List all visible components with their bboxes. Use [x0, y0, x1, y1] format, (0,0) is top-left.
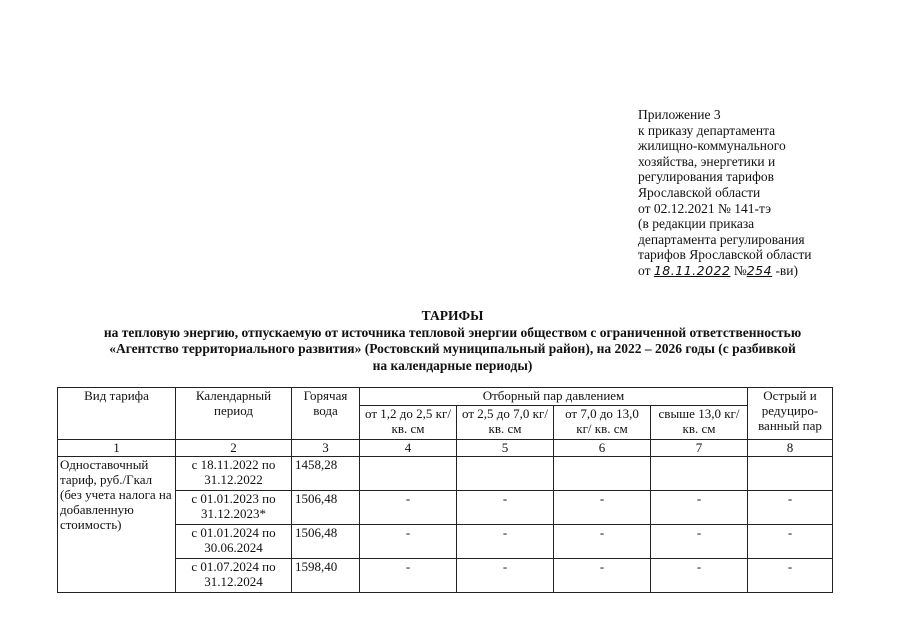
steam-2-cell: -	[457, 491, 554, 525]
hot-water-cell: 1506,48	[292, 525, 360, 559]
title-line-2: «Агентство территориального развития» (Ростовский муниципальный район), на 2022 – 2026 годы (с разбивкой	[109, 341, 796, 356]
appendix-block	[638, 107, 888, 279]
col-number: 4	[360, 440, 457, 457]
appendix-line: Ярославской области	[638, 184, 761, 200]
header-steam-2: от 2,5 до 7,0 кг/ кв. см	[457, 406, 554, 440]
col-number: 2	[176, 440, 292, 457]
col-number: 6	[554, 440, 651, 457]
header-steam-1: от 1,2 до 2,5 кг/ кв. см	[360, 406, 457, 440]
appendix-last-suffix: -ви)	[775, 262, 799, 278]
steam-1-cell: -	[360, 559, 457, 593]
appendix-line: регулирования тарифов	[638, 169, 775, 185]
title-main: ТАРИФЫ	[421, 308, 484, 323]
header-tariff-type: Вид тарифа	[58, 388, 176, 440]
sharp-steam-cell: -	[748, 491, 833, 525]
appendix-line: (в редакции приказа	[638, 216, 755, 232]
steam-3-cell: -	[554, 559, 651, 593]
period-cell: с 01.01.2023 по 31.12.2023*	[176, 491, 292, 525]
steam-2-cell	[457, 457, 554, 491]
tariff-name-cell: Одноставочный тариф, руб./Гкал (без учета налога на добавленную стоимость)	[58, 457, 176, 593]
sharp-steam-cell: -	[748, 525, 833, 559]
hot-water-cell: 1598,40	[292, 559, 360, 593]
appendix-line: жилищно-коммунального	[638, 138, 786, 154]
col-number: 1	[58, 440, 176, 457]
hot-water-cell: 1458,28	[292, 457, 360, 491]
period-cell: с 18.11.2022 по 31.12.2022	[176, 457, 292, 491]
number-sign: №	[733, 262, 747, 278]
period-cell: с 01.01.2024 по 30.06.2024	[176, 525, 292, 559]
table-row	[58, 457, 833, 491]
appendix-line: тарифов Ярославской области	[638, 247, 812, 263]
steam-4-cell	[651, 457, 748, 491]
steam-3-cell	[554, 457, 651, 491]
steam-4-cell: -	[651, 559, 748, 593]
sharp-steam-cell: -	[748, 559, 833, 593]
steam-4-cell: -	[651, 491, 748, 525]
header-steam-3: от 7,0 до 13,0 кг/ кв. см	[554, 406, 651, 440]
appendix-line: хозяйства, энергетики и	[638, 153, 776, 169]
hot-water-cell: 1506,48	[292, 491, 360, 525]
col-number: 7	[651, 440, 748, 457]
tariffs-table	[57, 387, 833, 593]
header-sharp-steam: Острый и редуциро-ванный пар	[748, 388, 833, 440]
appendix-last-prefix: от	[638, 262, 651, 278]
title-line-1: на тепловую энергию, отпускаемую от источника тепловой энергии обществом с ограниченной ответственностью	[103, 324, 802, 340]
handwritten-date: 18.11.2022	[653, 262, 731, 278]
appendix-line: департамента регулирования	[638, 231, 805, 247]
appendix-line: Приложение 3	[638, 107, 721, 122]
col-number: 3	[292, 440, 360, 457]
steam-3-cell: -	[554, 525, 651, 559]
steam-1-cell	[360, 457, 457, 491]
header-row	[58, 388, 833, 406]
appendix-last-line	[638, 263, 888, 279]
steam-1-cell: -	[360, 491, 457, 525]
header-steam-4: свыше 13,0 кг/ кв. см	[651, 406, 748, 440]
header-hot-water: Горячая вода	[292, 388, 360, 440]
steam-3-cell: -	[554, 491, 651, 525]
appendix-line: к приказу департамента	[638, 122, 776, 138]
steam-2-cell: -	[457, 525, 554, 559]
title-line-3: на календарные периоды)	[372, 357, 533, 373]
appendix-line: от 02.12.2021 № 141-тэ	[638, 200, 772, 216]
col-number: 5	[457, 440, 554, 457]
period-cell: с 01.07.2024 по 31.12.2024	[176, 559, 292, 593]
document-title	[40, 308, 865, 374]
col-number: 8	[748, 440, 833, 457]
column-numbers-row	[58, 440, 833, 457]
steam-2-cell: -	[457, 559, 554, 593]
steam-1-cell: -	[360, 525, 457, 559]
steam-4-cell: -	[651, 525, 748, 559]
handwritten-number: 254	[746, 262, 773, 278]
header-period: Календарный период	[176, 388, 292, 440]
sharp-steam-cell	[748, 457, 833, 491]
header-steam-group: Отборный пар давлением	[360, 388, 748, 406]
